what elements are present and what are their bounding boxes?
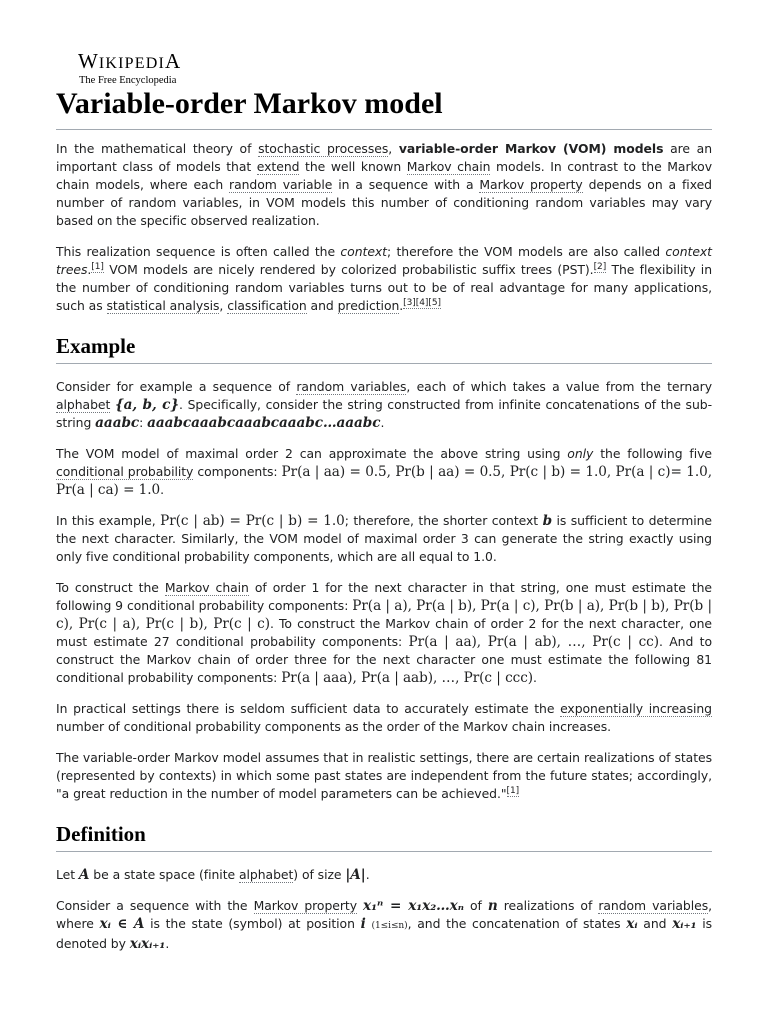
example-paragraph-3: In this example, Pr(c | ab) = Pr(c | b) = 1.0; therefore, the shorter context b is sufficient to determine the next character. Similarly, the VOM model of maximal order 3 can generate the string exactly using only five conditional probability components, which are all equal to 1.0. <box>56 513 712 564</box>
link-random-variables[interactable]: random variables <box>296 379 407 394</box>
link-statistical-analysis[interactable]: statistical analysis <box>106 298 220 313</box>
definition-paragraph-1: Let A be a state space (finite alphabet) of size |A|. <box>56 867 370 883</box>
intro-paragraph-2: This realization sequence is often called the context; therefore the VOM models are also called context trees.[1] VOM models are nicely rendered by colorized probabilistic suffix trees (PST).[2] The flexibility in the number of conditioning random variables turns out to be of real advantage for many applications, such as statistical analysis, classification and prediction.[3][4][5] <box>56 244 712 313</box>
citation-3-4-5[interactable]: [3][4][5] <box>403 298 441 308</box>
math-five-components: Pr(a | aa) = 0.5, Pr(b | aa) = 0.5, Pr(c | b) = 1.0, Pr(a | c)= 1.0, Pr(a | ca) = 1.0 <box>56 464 712 498</box>
link-classification[interactable]: classification <box>227 298 307 313</box>
link-alphabet[interactable]: alphabet <box>56 397 111 412</box>
definition-paragraph-2: Consider a sequence with the Markov property x₁ⁿ = x₁x₂…xₙ of n realizations of random variables, where xᵢ ∈ A is the state (symbol) at position i (1≤i≤n), and the concatenation of states xᵢ and xᵢ₊₁ is denoted by xᵢxᵢ₊₁. <box>56 898 713 952</box>
link-markov-chain[interactable]: Markov chain <box>406 159 491 174</box>
math-order3-components: Pr(a | aaa), Pr(a | aab), …, Pr(c | ccc) <box>281 670 534 686</box>
math-xi-in-a: xᵢ ∈ A <box>99 916 145 932</box>
link-random-variables-2[interactable]: random variables <box>598 898 709 913</box>
math-size: |A| <box>345 867 366 883</box>
math-full-string: aaabcaaabcaaabcaaabc…aaabc <box>147 415 381 431</box>
math-sequence: x₁ⁿ = x₁x₂…xₙ <box>363 898 464 914</box>
link-exponentially-increasing[interactable]: exponentially increasing <box>560 701 712 716</box>
link-prediction[interactable]: prediction <box>337 298 400 313</box>
math-substring: aaabc <box>95 415 140 431</box>
math-equality: Pr(c | ab) = Pr(c | b) = 1.0 <box>160 513 345 529</box>
link-random-variable[interactable]: random variable <box>229 177 333 192</box>
math-xi-plus-1: xᵢ₊₁ <box>672 916 697 932</box>
link-markov-property[interactable]: Markov property <box>479 177 583 192</box>
intro-paragraph-1: In the mathematical theory of stochastic processes, variable-order Markov (VOM) models are an important class of models that extend the well known Markov chain models. In contrast to the Markov chain models, where each random variable in a sequence with a Markov property depends on a fixed number of random variables, in VOM models this number of conditioning random variables may vary based on the specific observed realization. <box>56 141 713 228</box>
math-concatenation: xᵢxᵢ₊₁ <box>129 936 166 952</box>
link-markov-chain-2[interactable]: Markov chain <box>164 580 249 595</box>
section-heading-example: Example <box>56 331 712 364</box>
link-extend[interactable]: extend <box>256 159 300 174</box>
wikipedia-tagline: The Free Encyclopedia <box>79 75 177 86</box>
example-paragraph-6: The variable-order Markov model assumes that in realistic settings, there are certain realizations of states (represented by contexts) in which some past states are independent from the future states; accordingly, "a great reduction in the number of model parameters can be achieved."[1] <box>56 750 712 801</box>
math-position-range: (1≤i≤n) <box>371 921 408 931</box>
math-xi: xᵢ <box>626 916 638 932</box>
example-paragraph-2: The VOM model of maximal order 2 can approximate the above string using only the following five conditional probability components: Pr(a | aa) = 0.5, Pr(b | aa) = 0.5, Pr(c | b) = 1.0, Pr(a | c)= 1.0, Pr(a | ca) = 1.0. <box>56 446 712 498</box>
math-n: n <box>487 898 498 914</box>
wikipedia-wordmark: WIKIPEDIA <box>78 49 182 73</box>
math-i: i <box>360 916 366 932</box>
math-state-space: A <box>78 867 90 883</box>
math-order2-components: Pr(a | aa), Pr(a | ab), …, Pr(c | cc) <box>408 634 659 650</box>
citation-1b[interactable]: [1] <box>506 786 520 796</box>
link-markov-property-2[interactable]: Markov property <box>253 898 357 913</box>
math-context-b: b <box>542 513 553 529</box>
example-paragraph-4: To construct the Markov chain of order 1 for the next character in that string, one must estimate the following 9 conditional probability components: Pr(a | a), Pr(a | b), Pr(a | c), Pr(b | a), Pr(b | b), Pr(b | c), Pr(c | a), Pr(c | b), Pr(c | c). To construct the Markov chain of order 2 for the next character, one must estimate 27 conditional probability components: Pr(a | aa), Pr(a | ab), …, Pr(c | cc). And to construct the Markov chain of order three for the next character one must estimate the following 81 conditional probability components: Pr(a | aaa), Pr(a | aab), …, Pr(c | ccc). <box>56 580 713 686</box>
link-alphabet-2[interactable]: alphabet <box>238 867 294 882</box>
bold-term-vom: variable-order Markov (VOM) models <box>398 141 664 156</box>
section-heading-definition: Definition <box>56 819 712 852</box>
math-alphabet-set: {a, b, c} <box>114 397 180 413</box>
example-paragraph-1: Consider for example a sequence of random variables, each of which takes a value from the ternary alphabet {a, b, c}. Specifically, consider the string constructed from infinite concatenations of the sub-string aaabc: aaabcaaabcaaabcaaabc…aaabc. <box>56 379 713 431</box>
example-paragraph-5: In practical settings there is seldom sufficient data to accurately estimate the exponentially increasing number of conditional probability components as the order of the Markov chain increases. <box>56 701 712 734</box>
citation-2[interactable]: [2] <box>593 262 607 272</box>
link-conditional-probability[interactable]: conditional probability <box>56 464 194 479</box>
page-title: Variable-order Markov model <box>56 82 712 130</box>
article-body <box>56 140 712 966</box>
math-order1-components: Pr(a | a), Pr(a | b), Pr(a | c), Pr(b | a), Pr(b | b), Pr(b | c), Pr(c | a), Pr(c | b), Pr(c | c) <box>56 598 712 632</box>
link-stochastic-processes[interactable]: stochastic processes <box>258 141 389 156</box>
citation-1[interactable]: [1] <box>91 262 104 272</box>
